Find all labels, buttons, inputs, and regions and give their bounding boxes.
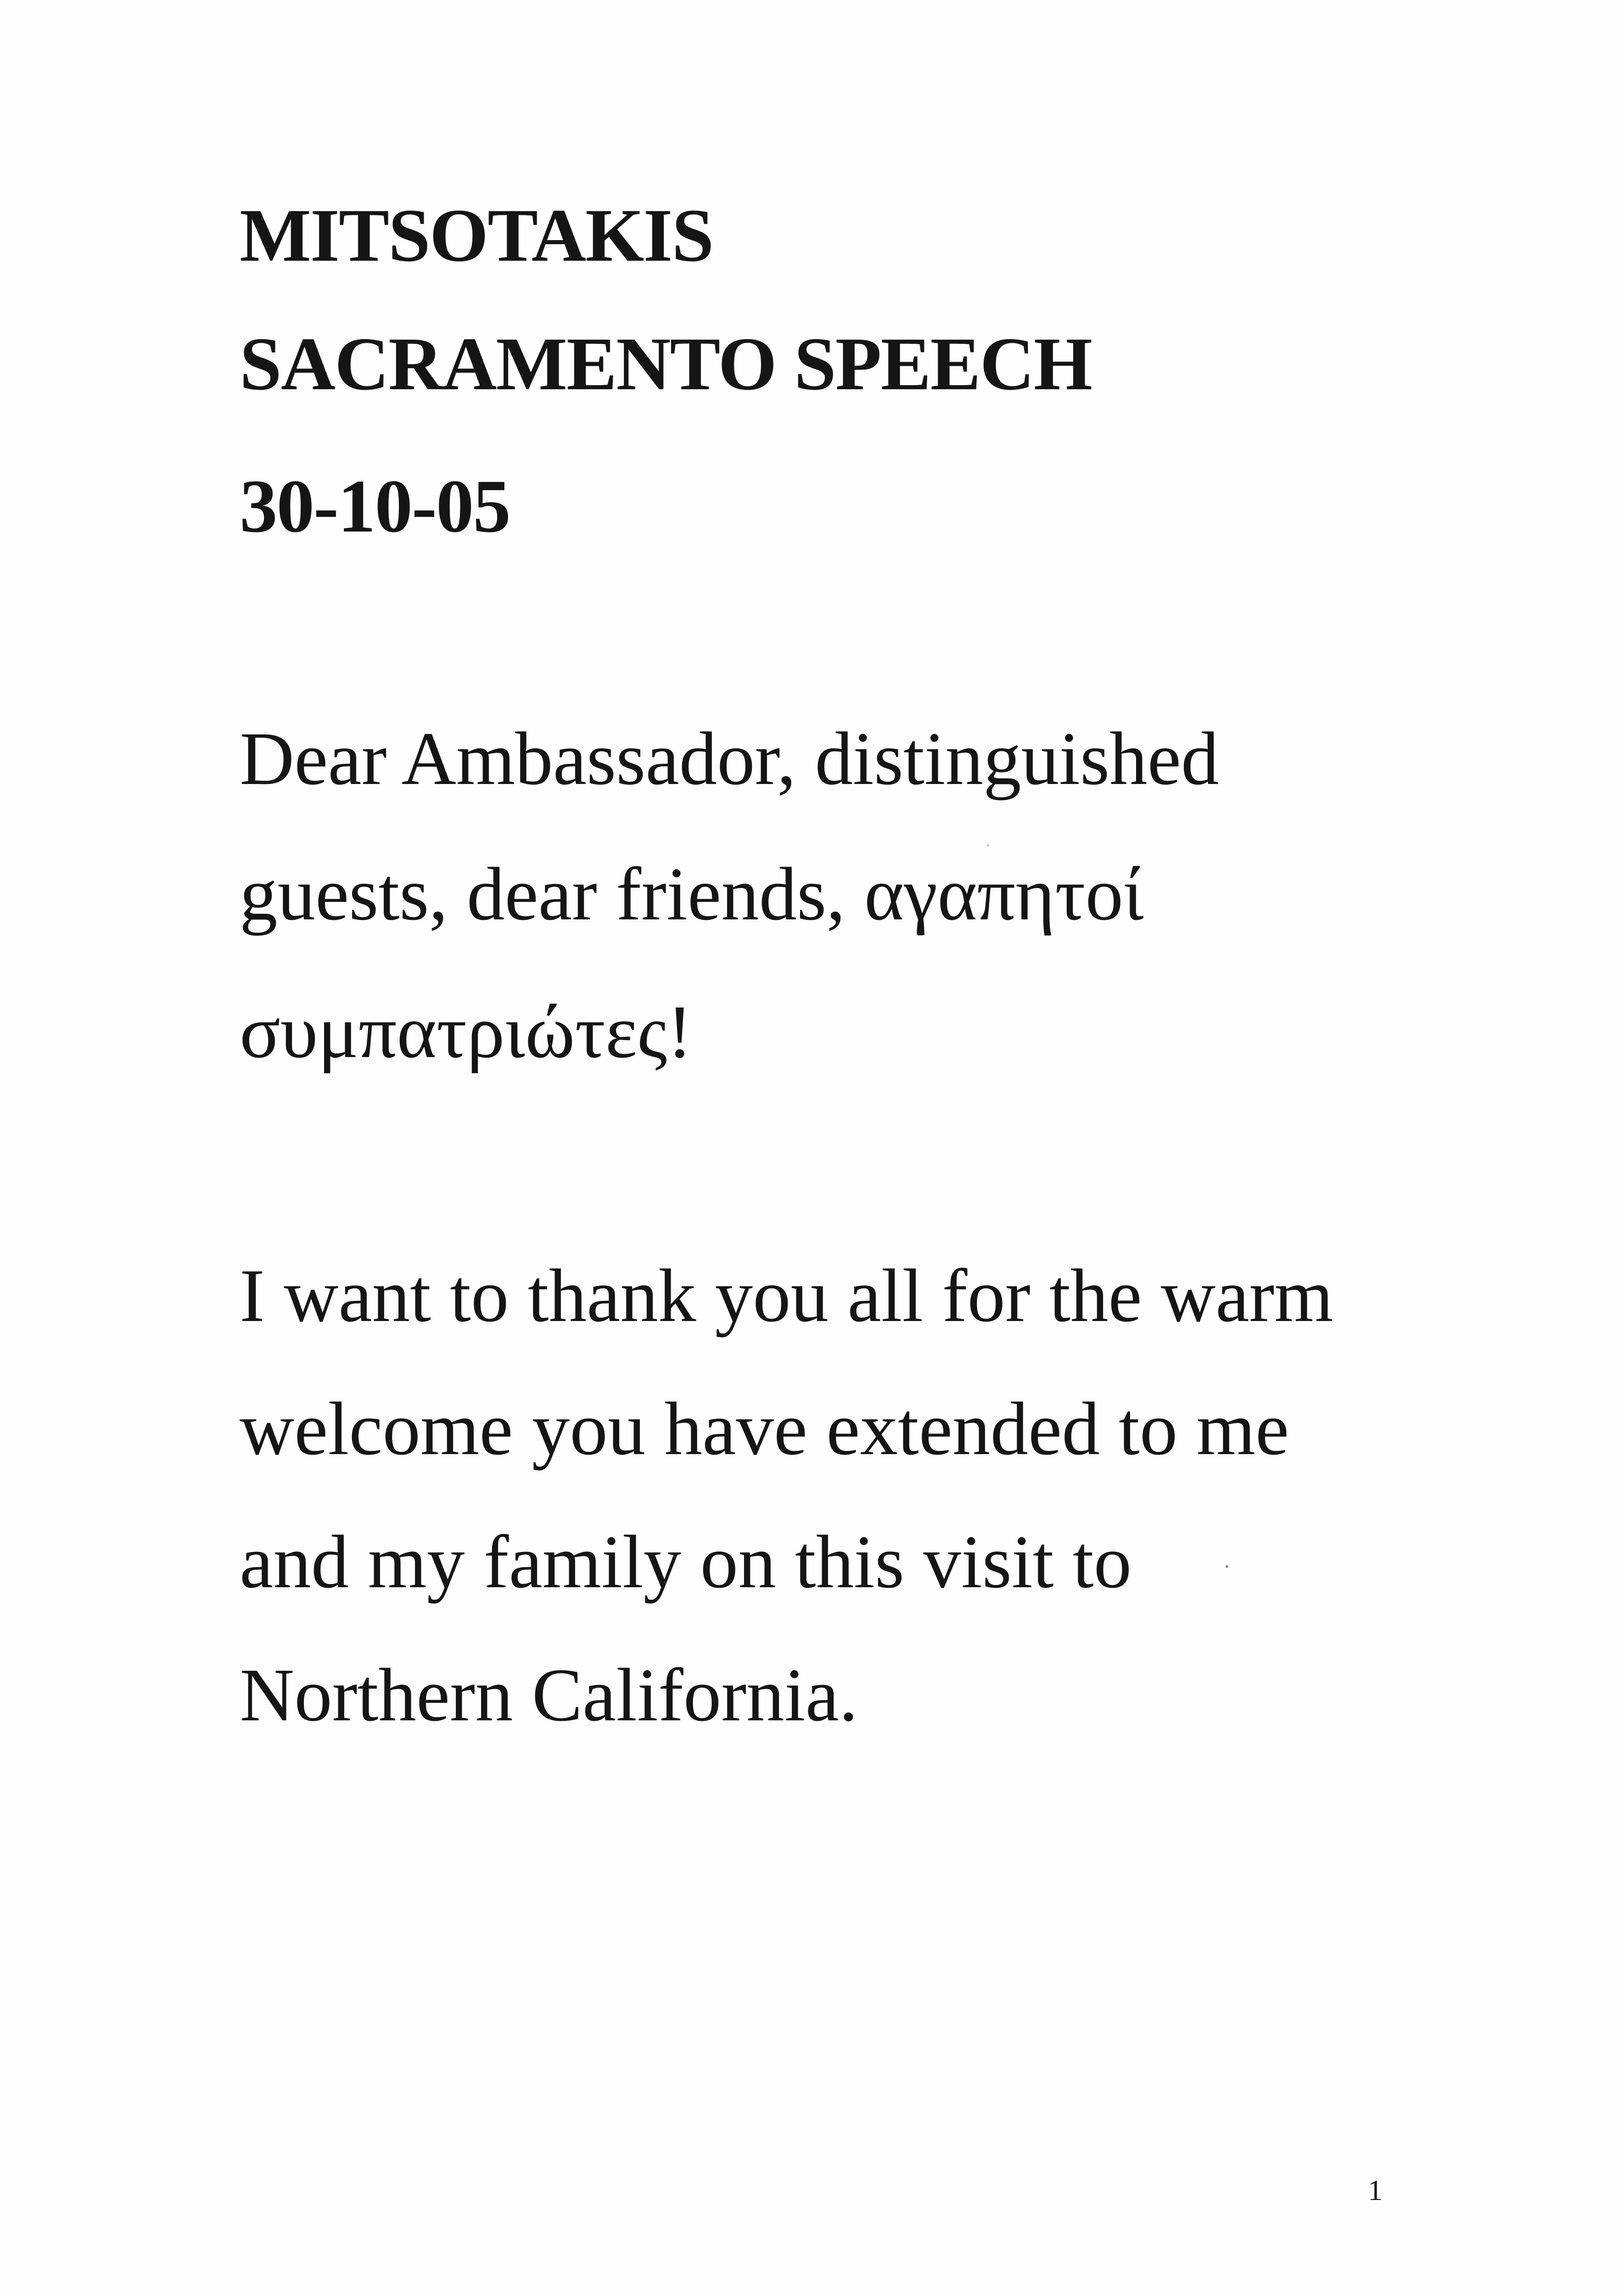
scan-speck xyxy=(987,845,989,846)
paragraph-line: I want to thank you all for the warm xyxy=(240,1254,1333,1338)
scan-speck xyxy=(1226,1565,1228,1568)
paragraph-line: συμπατριώτες! xyxy=(240,990,693,1074)
paragraph-line: and my family on this visit to xyxy=(240,1520,1132,1604)
paragraph-line: Northern California. xyxy=(240,1653,858,1737)
heading-date: 30-10-05 xyxy=(240,464,510,548)
paragraph-line: guests, dear friends, αγαπητοί xyxy=(240,852,1144,936)
paragraph-line: welcome you have extended to me xyxy=(240,1387,1289,1471)
heading-speech-title: SACRAMENTO SPEECH xyxy=(240,322,1092,406)
paragraph-line: Dear Ambassador, distinguished xyxy=(240,716,1219,800)
heading-speaker-name: MITSOTAKIS xyxy=(240,193,713,277)
page-number: 1 xyxy=(1368,2174,1383,2206)
